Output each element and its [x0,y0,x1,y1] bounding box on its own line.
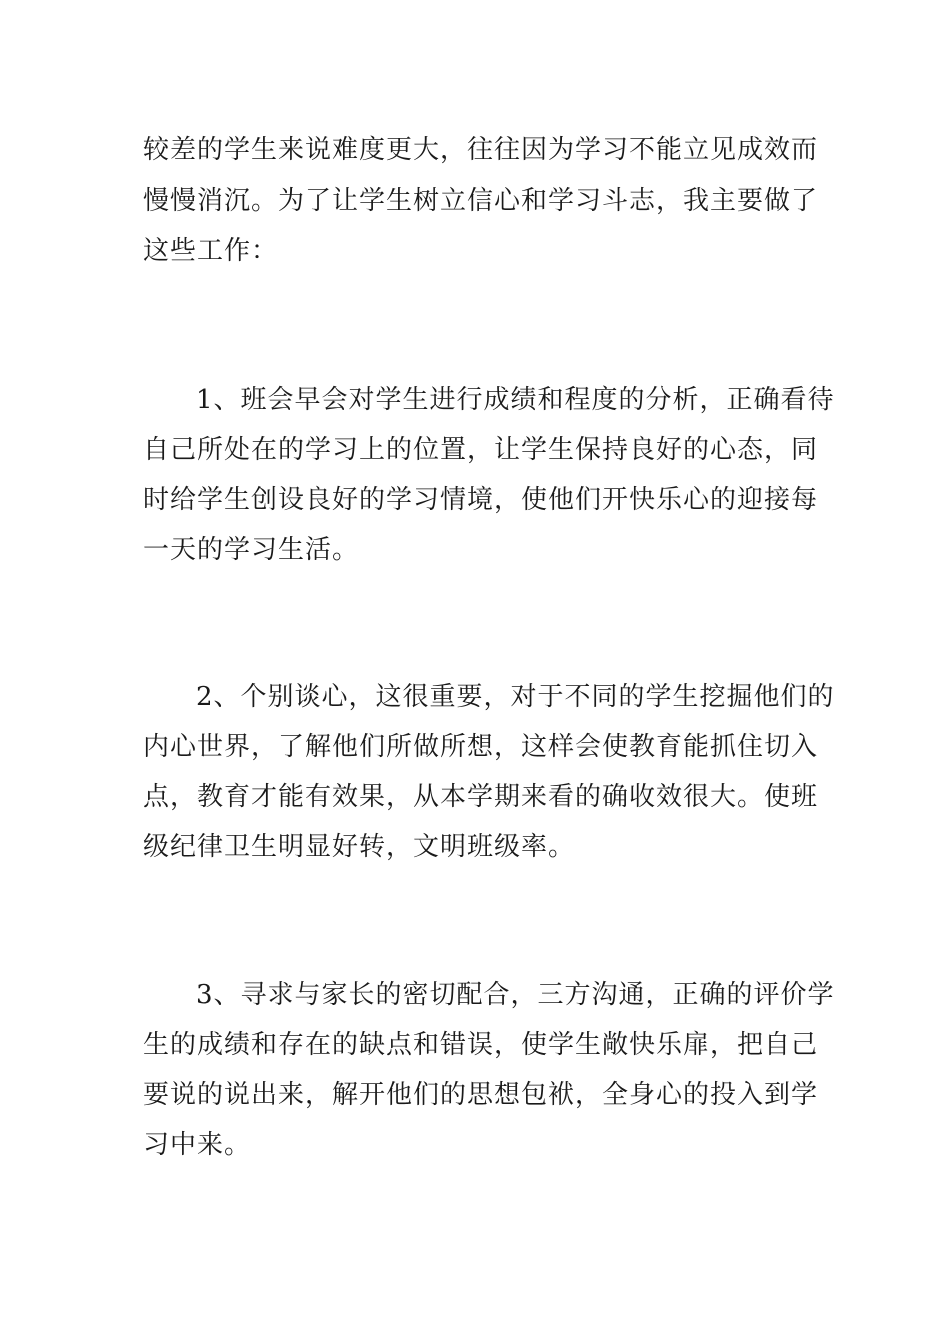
item-1-line-3: 时给学生创设良好的学习情境，使他们开快乐心的迎接每 [143,485,819,515]
intro-line-3: 这些工作： [143,236,279,266]
item-1-line-4: 一天的学习生活。 [143,535,360,565]
item-3-line-4: 习中来。 [143,1130,252,1160]
intro-line-1: 较差的学生来说难度更大，往往因为学习不能立见成效而 [143,135,819,165]
item-2-line-4: 级纪律卫生明显好转，文明班级率。 [143,832,576,862]
item-3-line-2: 生的成绩和存在的缺点和错误，使学生敞快乐扉，把自己 [143,1030,819,1060]
item-1-line-2: 自己所处在的学习上的位置，让学生保持良好的心态，同 [143,435,819,465]
intro-line-2: 慢慢消沉。为了让学生树立信心和学习斗志，我主要做了 [143,186,819,216]
item-3-line-1: 3、寻求与家长的密切配合，三方沟通，正确的评价学 [196,980,835,1010]
item-2-line-3: 点，教育才能有效果，从本学期来看的确收效很大。使班 [143,782,819,812]
item-3-line-3: 要说的说出来，解开他们的思想包袱，全身心的投入到学 [143,1080,819,1110]
item-2-line-2: 内心世界，了解他们所做所想，这样会使教育能抓住切入 [143,732,819,762]
item-1-line-1: 1、班会早会对学生进行成绩和程度的分析，正确看待 [196,385,835,415]
item-2-line-1: 2、个别谈心，这很重要，对于不同的学生挖掘他们的 [196,682,835,712]
